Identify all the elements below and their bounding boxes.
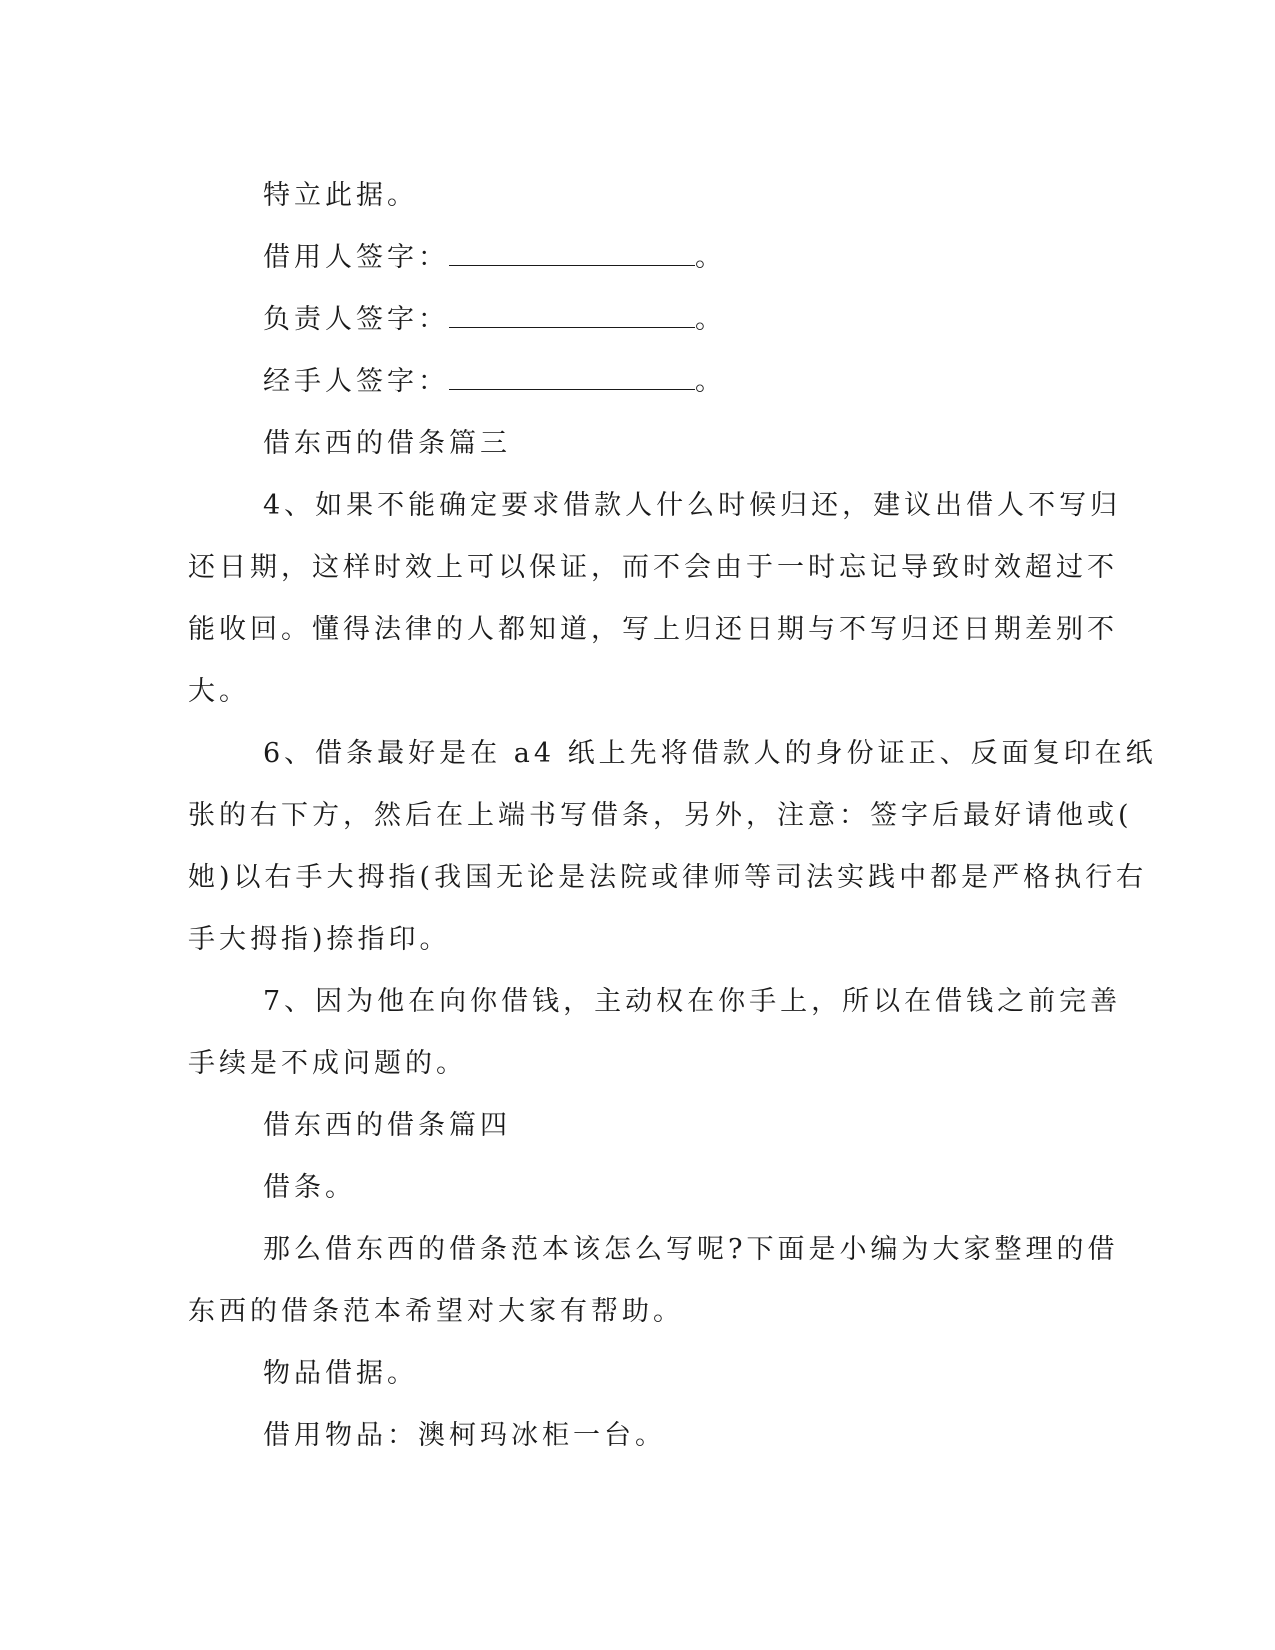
signature-borrower-blank [449,241,695,266]
signature-borrower [188,227,1068,289]
para-4-line: 4、如果不能确定要求借款人什么时候归还，建议出借人不写归 [263,490,1122,521]
closing-statement: 特立此据。 [263,180,418,211]
para-6-line: 她)以右手大拇指(我国无论是法院或律师等司法实践中都是严格执行右 [188,862,1148,893]
section-3-title: 借东西的借条篇三 [263,428,511,459]
para-7-line: 7、因为他在向你借钱，主动权在你手上，所以在借钱之前完善 [263,986,1122,1017]
para-4-line: 大。 [188,676,250,707]
signature-borrower-label: 借用人签字： [263,242,449,273]
signature-handler [188,351,1068,413]
para-4-line: 还日期，这样时效上可以保证，而不会由于一时忘记导致时效超过不 [188,552,1118,583]
signature-handler-label: 经手人签字： [263,366,449,397]
signature-handler-blank [449,365,695,390]
intro-line: 那么借东西的借条范本该怎么写呢?下面是小编为大家整理的借 [263,1234,1119,1265]
signature-responsible-label: 负责人签字： [263,304,449,335]
intro-line: 东西的借条范本希望对大家有帮助。 [188,1296,684,1327]
borrowed-item-line: 借用物品：澳柯玛冰柜一台。 [263,1420,666,1451]
document-body [188,165,1157,1467]
signature-responsible-blank [449,303,695,328]
receipt-title: 物品借据。 [263,1358,418,1389]
signature-handler-end: 。 [695,366,726,397]
iou-label: 借条。 [263,1172,356,1203]
signature-responsible [188,289,1068,351]
para-6-line: 6、借条最好是在 a4 纸上先将借款人的身份证正、反面复印在纸 [263,738,1157,769]
signature-responsible-end: 。 [695,304,726,335]
para-6-line: 手大拇指)捺指印。 [188,924,451,955]
section-4-title: 借东西的借条篇四 [263,1110,511,1141]
signature-borrower-end: 。 [695,242,726,273]
para-4-line: 能收回。懂得法律的人都知道，写上归还日期与不写归还日期差别不 [188,614,1118,645]
para-6-line: 张的右下方，然后在上端书写借条，另外，注意：签字后最好请他或( [188,800,1133,831]
para-7-line: 手续是不成问题的。 [188,1048,467,1079]
